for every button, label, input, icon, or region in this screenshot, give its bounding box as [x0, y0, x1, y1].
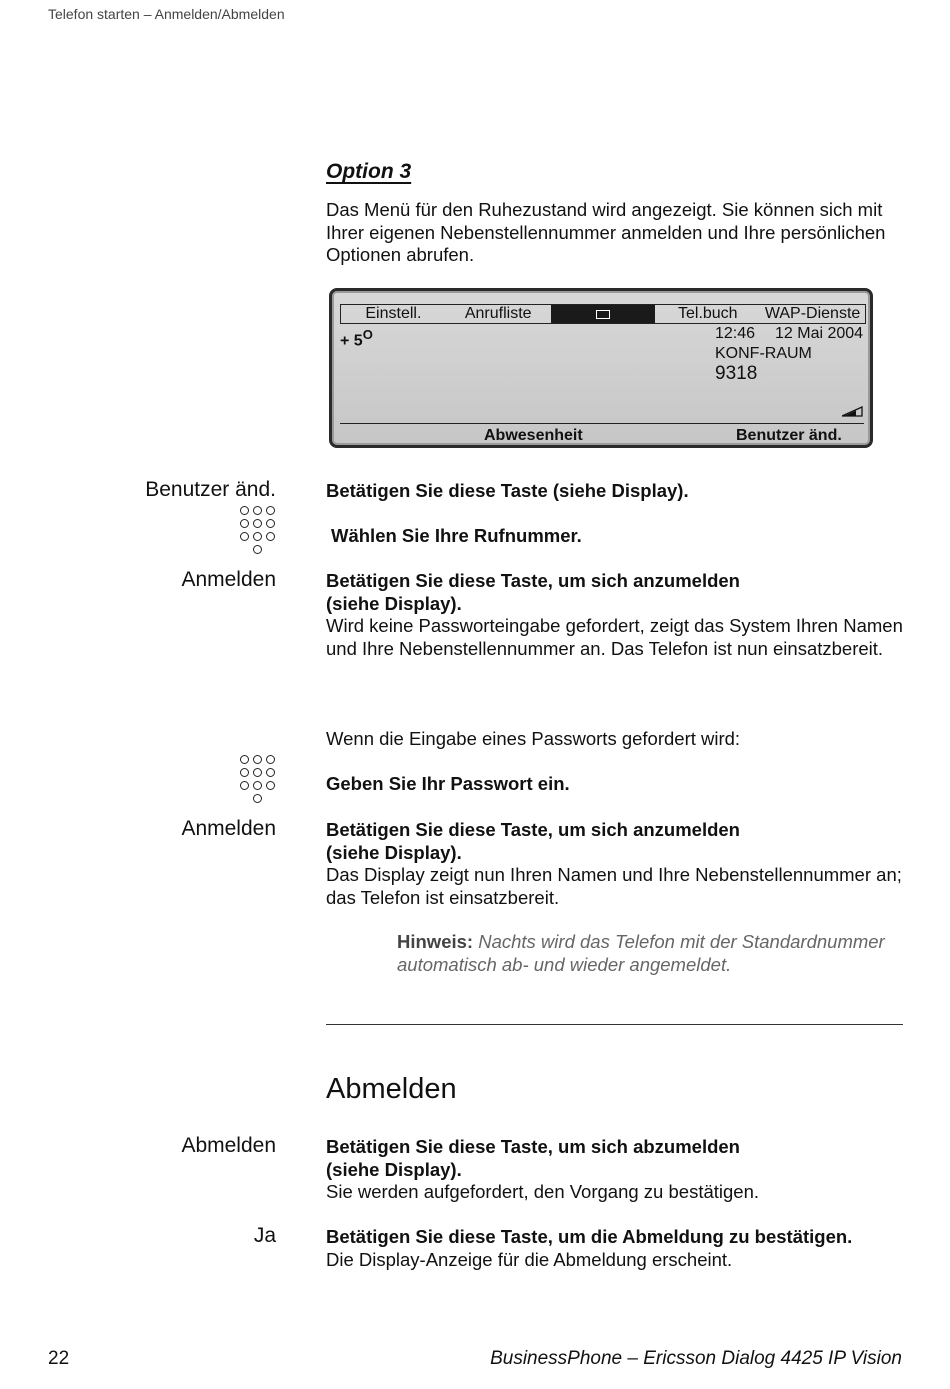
display-date: 12 Mai 2004 [775, 325, 864, 342]
keypad-key [253, 755, 262, 764]
display-time: 12:46 [715, 325, 756, 342]
step-text: Wählen Sie Ihre Rufnummer. [331, 525, 582, 546]
keypad-key [253, 545, 262, 554]
step-block [326, 1226, 906, 1271]
signal-strength-icon [842, 406, 864, 417]
menu-phonebook: Tel.buch [677, 305, 738, 322]
keypad-key [253, 781, 262, 790]
step-block [326, 819, 906, 909]
keypad-key [266, 755, 275, 764]
menu-call-list: Anrufliste [464, 305, 532, 322]
option-intro: Das Menü für den Ruhezustand wird angezeigt. Sie können sich mit Ihrer eigenen Nebenstellennummer anmelden und Ihre persönlichen Optionen abrufen. [326, 199, 886, 265]
display-name: KONF-RAUM [715, 345, 812, 362]
step-description: Sie werden aufgefordert, den Vorgang zu bestätigen. [326, 1181, 759, 1202]
step-text: Betätigen Sie diese Taste, um die Abmeldung zu bestätigen. [326, 1226, 853, 1247]
keypad-key [253, 519, 262, 528]
password-intro: Wenn die Eingabe eines Passworts gefordert wird: [326, 728, 741, 749]
step-description: Das Display zeigt nun Ihren Namen und Ihre Nebenstellennummer an; das Telefon ist einsatzbereit. [326, 864, 902, 908]
softkey-divider [340, 423, 864, 424]
step-block [326, 1136, 906, 1204]
keypad-key [253, 532, 262, 541]
section-divider [326, 1024, 903, 1025]
keypad-key [240, 768, 249, 777]
keypad-key [240, 755, 249, 764]
keypad-key [266, 768, 275, 777]
menu-messages [551, 305, 656, 323]
step-text: Betätigen Sie diese Taste, um sich anzumelden (siehe Display). [326, 570, 740, 614]
step-label-benutzer: Benutzer änd. [145, 478, 276, 501]
keypad-key [266, 532, 275, 541]
softkey-absence: Abwesenheit [484, 427, 583, 444]
keypad-key [240, 506, 249, 515]
step-label-abmelden: Abmelden [181, 1134, 276, 1157]
step-text: Geben Sie Ihr Passwort ein. [326, 773, 570, 794]
envelope-icon [596, 310, 610, 319]
keypad-key [240, 781, 249, 790]
step-block [326, 570, 906, 660]
keypad-key [266, 519, 275, 528]
footer-title: BusinessPhone – Ericsson Dialog 4425 IP Vision [490, 1348, 902, 1369]
option-heading: Option 3 [326, 160, 412, 183]
softkey-change-user: Benutzer änd. [736, 427, 842, 444]
step-label-anmelden: Anmelden [181, 568, 276, 591]
step-description: Die Display-Anzeige für die Abmeldung erscheint. [326, 1248, 733, 1270]
keypad-key [253, 506, 262, 515]
phone-display [329, 288, 873, 448]
step-description: Wird keine Passworteingabe gefordert, zeigt das System Ihren Namen und Ihre Nebenstellennummer an. Das Telefon ist nun einsatzbereit. [326, 615, 903, 659]
keypad-key [266, 781, 275, 790]
hint-note [397, 931, 907, 976]
page-number: 22 [48, 1348, 70, 1369]
display-menu-bar [340, 304, 866, 324]
running-header: Telefon starten – Anmelden/Abmelden [48, 6, 285, 22]
keypad-key [253, 794, 262, 803]
menu-wap: WAP-Dienste [764, 305, 861, 322]
keypad-key [240, 532, 249, 541]
keypad-key [240, 519, 249, 528]
display-number: 9318 [715, 363, 758, 384]
step-text: Betätigen Sie diese Taste (siehe Display). [326, 480, 689, 501]
step-label-ja: Ja [253, 1224, 276, 1247]
keypad-key [253, 768, 262, 777]
hint-body: Nachts wird das Telefon mit der Standardnummer automatisch ab- und wieder angemeldet. [397, 931, 885, 975]
line-status: + $5^O$ [340, 327, 373, 350]
menu-settings: Einstell. [365, 305, 422, 322]
section-heading: Abmelden [326, 1073, 457, 1105]
step-text: Betätigen Sie diese Taste, um sich anzumelden (siehe Display). [326, 819, 740, 863]
keypad-key [266, 506, 275, 515]
step-label-anmelden: Anmelden [181, 817, 276, 840]
step-text: Betätigen Sie diese Taste, um sich abzumelden (siehe Display). [326, 1136, 740, 1180]
hint-title: Hinweis: [397, 931, 474, 952]
keypad-icon [238, 506, 278, 556]
keypad-icon [238, 755, 278, 805]
